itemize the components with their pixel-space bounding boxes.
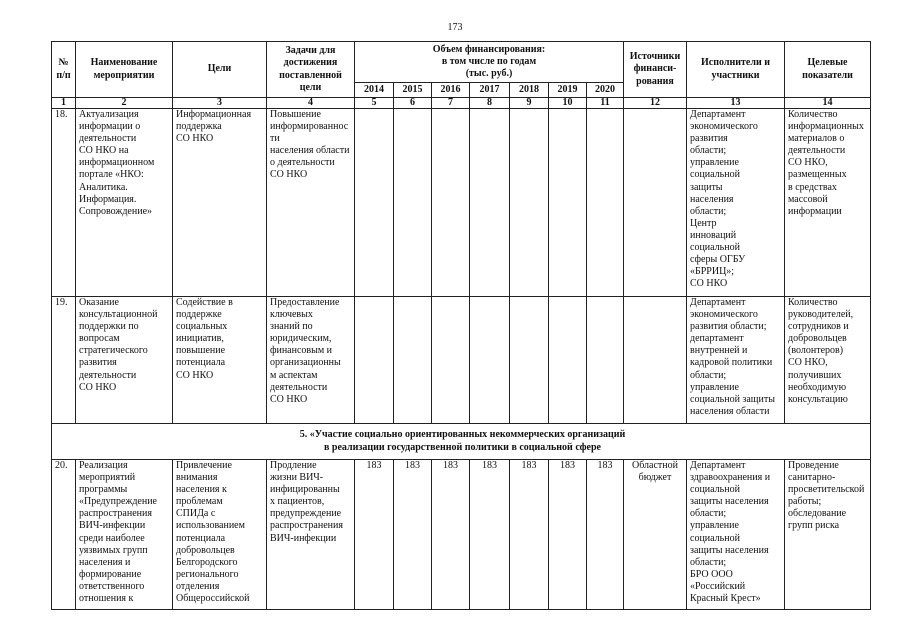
row-number: 20. xyxy=(52,460,76,610)
activity-tasks: Повышение информированнос ти населения области о деятельности СО НКО xyxy=(267,109,355,297)
funding-source xyxy=(624,109,687,297)
program-activities-table xyxy=(51,41,871,610)
row-number: 18. xyxy=(52,109,76,297)
activity-tasks: Продление жизни ВИЧ- инфицированны х пациентов, предупреждение распространения ВИЧ-инфекции xyxy=(267,460,355,610)
header-row xyxy=(52,42,871,83)
table-row xyxy=(52,460,871,610)
funding-cell xyxy=(510,109,549,297)
year-header: 2015 xyxy=(394,83,432,98)
funding-cell xyxy=(355,109,394,297)
column-number: 10 xyxy=(549,98,587,109)
column-number: 9 xyxy=(510,98,549,109)
funding-cell xyxy=(510,297,549,424)
funding-cell xyxy=(470,297,510,424)
funding-cell xyxy=(587,109,624,297)
header-name: Наименование мероприятии xyxy=(76,42,173,98)
funding-cell xyxy=(432,297,470,424)
section-row xyxy=(52,424,871,460)
activity-goals: Информационная поддержка СО НКО xyxy=(173,109,267,297)
header-tasks: Задачи для достижения поставленной цели xyxy=(267,42,355,98)
column-number: 7 xyxy=(432,98,470,109)
funding-cell: 183 xyxy=(432,460,470,610)
funding-cell xyxy=(587,297,624,424)
funding-cell xyxy=(432,109,470,297)
page-number: 173 xyxy=(447,22,463,33)
funding-cell: 183 xyxy=(510,460,549,610)
target-indicators: Количество руководителей, сотрудников и добровольцев (волонтеров) СО НКО, получивших необходимую консультацию xyxy=(785,297,871,424)
funding-cell xyxy=(394,297,432,424)
header-num: № п/п xyxy=(52,42,76,98)
year-header: 2018 xyxy=(510,83,549,98)
table-row xyxy=(52,297,871,424)
header-funding: Объем финансирования: в том числе по годам (тыс. руб.) xyxy=(355,42,624,83)
section-heading: 5. «Участие социально ориентированных некоммерческих организаций в реализации государственной политики в социальной сфере xyxy=(52,424,871,460)
column-number: 13 xyxy=(687,98,785,109)
funding-cell: 183 xyxy=(394,460,432,610)
year-header: 2020 xyxy=(587,83,624,98)
table-row xyxy=(52,109,871,297)
year-header: 2017 xyxy=(470,83,510,98)
column-number: 5 xyxy=(355,98,394,109)
funding-cell xyxy=(355,297,394,424)
funding-cell xyxy=(470,109,510,297)
header-targets: Целевые показатели xyxy=(785,42,871,98)
funding-source: Областной бюджет xyxy=(624,460,687,610)
funding-cell: 183 xyxy=(587,460,624,610)
executors: Департамент экономического развития области; департамент внутренней и кадровой политики области; управление социальной защиты населения области xyxy=(687,297,785,424)
executors: Департамент экономического развития области; управление социальной защиты населения области; Центр инноваций социальной сферы ОГБУ «БРРИЦ»; СО НКО xyxy=(687,109,785,297)
executors: Департамент здравоохранения и социальной защиты населения области; управление социальной защиты населения области; БРО ООО «Российский Красный Крест» xyxy=(687,460,785,610)
funding-source xyxy=(624,297,687,424)
year-header: 2016 xyxy=(432,83,470,98)
funding-cell: 183 xyxy=(355,460,394,610)
column-number: 4 xyxy=(267,98,355,109)
header-goals: Цели xyxy=(173,42,267,98)
activity-tasks: Предоставление ключевых знаний по юридическим, финансовым и организационны м аспектам деятельности СО НКО xyxy=(267,297,355,424)
column-number: 11 xyxy=(587,98,624,109)
year-header: 2014 xyxy=(355,83,394,98)
target-indicators: Проведение санитарно- просветительской работы; обследование групп риска xyxy=(785,460,871,610)
column-number: 3 xyxy=(173,98,267,109)
activity-name: Реализация мероприятий программы «Предупреждение распространения ВИЧ-инфекции среди наиболее уязвимых групп населения и формирование ответственного отношения к xyxy=(76,460,173,610)
column-number: 2 xyxy=(76,98,173,109)
column-number: 12 xyxy=(624,98,687,109)
funding-cell xyxy=(549,297,587,424)
funding-cell: 183 xyxy=(549,460,587,610)
funding-cell xyxy=(394,109,432,297)
target-indicators: Количество информационных материалов о деятельности СО НКО, размещенных в средствах массовой информации xyxy=(785,109,871,297)
column-number: 8 xyxy=(470,98,510,109)
activity-name: Актуализация информации о деятельности СО НКО на информационном портале «НКО: Аналитика. Информация. Сопровождение» xyxy=(76,109,173,297)
column-number: 14 xyxy=(785,98,871,109)
activity-goals: Привлечение внимания населения к проблемам СПИДа с использованием потенциала добровольцев Белгородского регионального отделения Общероссийской xyxy=(173,460,267,610)
header-executors: Исполнители и участники xyxy=(687,42,785,98)
activity-goals: Содействие в поддержке социальных инициатив, повышение потенциала СО НКО xyxy=(173,297,267,424)
column-numbers-row xyxy=(52,98,871,109)
funding-cell xyxy=(549,109,587,297)
funding-cell: 183 xyxy=(470,460,510,610)
activity-name: Оказание консультационной поддержки по вопросам стратегического развития деятельности СО НКО xyxy=(76,297,173,424)
column-number: 1 xyxy=(52,98,76,109)
column-number: 6 xyxy=(394,98,432,109)
year-header: 2019 xyxy=(549,83,587,98)
row-number: 19. xyxy=(52,297,76,424)
header-sources: Источники финанси- рования xyxy=(624,42,687,98)
